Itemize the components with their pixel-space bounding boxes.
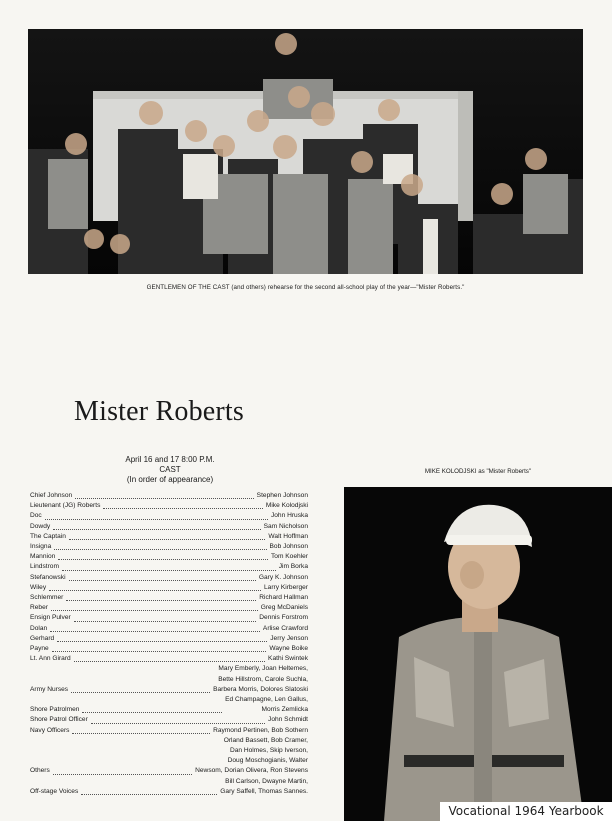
leader-dots bbox=[53, 529, 261, 530]
cast-role: Off-stage Voices bbox=[30, 787, 79, 795]
lead-actor-portrait bbox=[344, 487, 612, 821]
cast-row bbox=[30, 573, 308, 583]
cast-actors bbox=[264, 583, 308, 593]
cast-row bbox=[30, 522, 308, 532]
group-photo-caption: GENTLEMEN OF THE CAST (and others) rehearse for the second all-school play of the year—"Mister Roberts." bbox=[146, 284, 465, 291]
cast-actors bbox=[266, 501, 308, 511]
cast-actors bbox=[261, 603, 308, 613]
cast-row bbox=[30, 664, 308, 695]
cast-role: Doc bbox=[30, 512, 42, 520]
cast-actors bbox=[213, 664, 308, 695]
actor-line: Bob Johnson bbox=[269, 543, 308, 551]
cast-row bbox=[30, 593, 308, 603]
cast-row bbox=[30, 491, 308, 501]
cast-role: Navy Officers bbox=[30, 726, 70, 734]
cast-role: The Captain bbox=[30, 532, 66, 540]
cast-row bbox=[30, 715, 308, 725]
cast-actors bbox=[269, 644, 308, 654]
leader-dots bbox=[57, 641, 267, 642]
leader-dots bbox=[53, 774, 192, 775]
actor-line: Kathi Swintek bbox=[268, 655, 308, 663]
actor-line: Morris Zemlicka bbox=[261, 706, 308, 714]
cast-row bbox=[30, 634, 308, 644]
cast-subheading: (In order of appearance) bbox=[126, 475, 214, 484]
actor-line: Gary K. Johnson bbox=[258, 573, 308, 581]
cast-heading: CAST bbox=[159, 465, 181, 474]
leader-dots bbox=[81, 794, 217, 795]
cast-actors bbox=[225, 695, 308, 715]
cast-row bbox=[30, 532, 308, 542]
leader-dots bbox=[45, 519, 268, 520]
actor-line: Walt Hoffman bbox=[268, 532, 308, 540]
cast-role: Insigna bbox=[30, 543, 52, 551]
cast-actors bbox=[259, 613, 308, 623]
cast-actors bbox=[270, 634, 308, 644]
cast-role: Reber bbox=[30, 604, 48, 612]
cast-row bbox=[30, 501, 308, 511]
leader-dots bbox=[82, 712, 222, 713]
cast-row bbox=[30, 777, 308, 797]
cast-role: Army Nurses bbox=[30, 685, 69, 693]
actor-line: Greg McDaniels bbox=[260, 604, 308, 612]
actor-line: Wayne Boike bbox=[269, 645, 308, 653]
leader-dots bbox=[72, 733, 210, 734]
leader-dots bbox=[103, 508, 262, 509]
actor-line: Larry Kirberger bbox=[264, 583, 308, 591]
cast-role: Wiley bbox=[30, 583, 47, 591]
leader-dots bbox=[74, 661, 265, 662]
cast-actors bbox=[213, 726, 308, 736]
cast-role: Lt. Ann Girard bbox=[30, 655, 71, 663]
leader-dots bbox=[58, 559, 268, 560]
cast-row bbox=[30, 726, 308, 736]
performance-info bbox=[100, 455, 240, 485]
cast-actors bbox=[259, 573, 308, 583]
leader-dots bbox=[91, 723, 265, 724]
cast-row bbox=[30, 603, 308, 613]
actor-line: Doug Moschogianis, Walter bbox=[227, 757, 308, 765]
actor-line: Richard Hallman bbox=[259, 594, 308, 602]
leader-dots bbox=[62, 570, 276, 571]
cast-role: Dolan bbox=[30, 624, 48, 632]
cast-role: Lindstrom bbox=[30, 563, 59, 571]
yearbook-watermark: Vocational 1964 Yearbook bbox=[440, 802, 612, 821]
actor-line: Gary Saffell, Thomas Sannes. bbox=[220, 787, 308, 795]
actor-line: Dan Holmes, Skip Iverson, bbox=[229, 747, 308, 755]
cast-role: Chief Johnson bbox=[30, 492, 73, 499]
cast-role: Mannion bbox=[30, 553, 56, 561]
cast-actors bbox=[268, 532, 308, 542]
actor-line: Orland Bassett, Bob Cramer, bbox=[223, 736, 308, 744]
actor-line: Mary Emberly, Joan Heltemes, bbox=[218, 665, 308, 673]
cast-actors bbox=[263, 624, 308, 634]
cast-row bbox=[30, 654, 308, 664]
cast-actors bbox=[257, 491, 308, 501]
cast-role: Payne bbox=[30, 645, 49, 653]
cast-role: Shore Patrol Officer bbox=[30, 716, 88, 724]
cast-actors bbox=[268, 715, 308, 725]
actor-line: Mike Kolodjski bbox=[265, 502, 308, 510]
cast-row bbox=[30, 511, 308, 521]
cast-rehearsal-illustration bbox=[28, 29, 583, 274]
actor-line: Arlise Crawford bbox=[262, 624, 308, 632]
cast-role: Lieutenant (JG) Roberts bbox=[30, 502, 101, 510]
actor-line: Jerry Jenson bbox=[270, 634, 308, 642]
cast-actors bbox=[259, 593, 308, 603]
actor-line: Stephen Johnson bbox=[256, 492, 308, 499]
cast-row bbox=[30, 583, 308, 593]
actor-line: Raymond Pertinen, Bob Sothern bbox=[213, 726, 308, 734]
actor-line: Newsom, Dorian Olivera, Ron Stevens bbox=[195, 767, 308, 775]
leader-dots bbox=[51, 610, 258, 611]
cast-actors bbox=[270, 542, 309, 552]
page-title: Mister Roberts bbox=[74, 396, 245, 427]
cast-role: Dowdy bbox=[30, 522, 51, 530]
leader-dots bbox=[74, 621, 257, 622]
performance-dates: April 16 and 17 8:00 P.M. bbox=[125, 455, 215, 464]
leader-dots bbox=[69, 580, 256, 581]
actor-line: Ed Champagne, Len Gallus, bbox=[225, 696, 308, 704]
actor-line: Tom Koehler bbox=[270, 553, 308, 561]
leader-dots bbox=[50, 631, 260, 632]
cast-actors bbox=[271, 511, 308, 521]
cast-role: Stefanowski bbox=[30, 573, 66, 581]
lead-actor-illustration bbox=[344, 487, 612, 821]
cast-actors bbox=[220, 777, 308, 797]
leader-dots bbox=[75, 498, 254, 499]
cast-row bbox=[30, 695, 308, 715]
leader-dots bbox=[69, 539, 266, 540]
cast-row bbox=[30, 562, 308, 572]
cast-rehearsal-photo bbox=[28, 29, 583, 274]
actor-line: Sam Nicholson bbox=[263, 522, 308, 530]
cast-row bbox=[30, 644, 308, 654]
cast-row bbox=[30, 613, 308, 623]
cast-role: Schlemmer bbox=[30, 594, 64, 602]
actor-line: Bette Hillstrom, Carole Suchla, bbox=[218, 675, 308, 683]
cast-actors bbox=[271, 552, 308, 562]
cast-role: Shore Patrolmen bbox=[30, 706, 80, 714]
actor-line: Jim Borka bbox=[278, 563, 308, 571]
actor-line: Barbera Morris, Dolores Slatoski bbox=[213, 685, 308, 693]
actor-line: Bill Carlson, Dwayne Martin, bbox=[225, 777, 308, 785]
leader-dots bbox=[71, 692, 210, 693]
leader-dots bbox=[54, 549, 266, 550]
cast-row bbox=[30, 552, 308, 562]
cast-actors bbox=[279, 562, 308, 572]
cast-list bbox=[30, 491, 308, 797]
cast-role: Ensign Pulver bbox=[30, 614, 71, 622]
leader-dots bbox=[52, 651, 267, 652]
cast-row bbox=[30, 624, 308, 634]
cast-role: Gerhard bbox=[30, 634, 55, 642]
cast-row bbox=[30, 736, 308, 777]
portrait-caption: MIKE KOLODJSKI as "Mister Roberts" bbox=[424, 468, 532, 475]
cast-actors bbox=[264, 522, 308, 532]
cast-actors bbox=[268, 654, 308, 664]
cast-role: Others bbox=[30, 767, 50, 775]
leader-dots bbox=[49, 590, 261, 591]
actor-line: Dennis Forstrom bbox=[259, 614, 308, 622]
leader-dots bbox=[66, 600, 256, 601]
cast-row bbox=[30, 542, 308, 552]
actor-line: John Hruska bbox=[270, 512, 308, 520]
cast-actors bbox=[195, 736, 308, 777]
actor-line: John Schmidt bbox=[268, 716, 308, 724]
